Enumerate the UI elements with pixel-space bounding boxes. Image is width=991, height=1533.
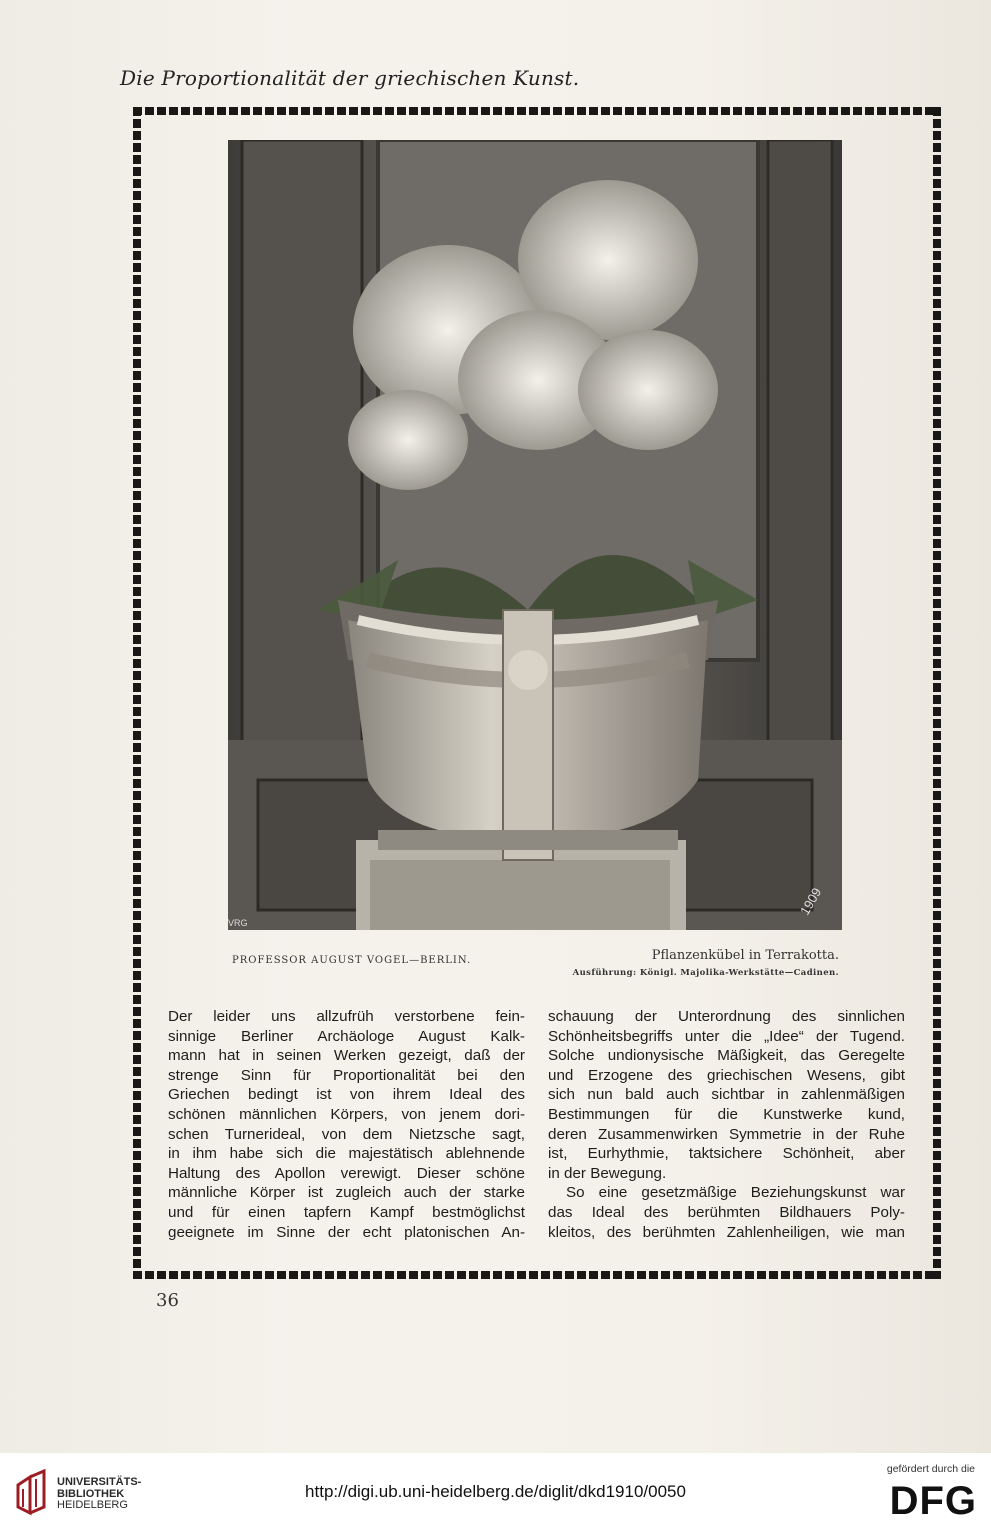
permalink-url[interactable]: http://digi.ub.uni-heidelberg.de/diglit/dkd1910/0050	[305, 1482, 686, 1501]
text-line: schönen männlichen Körpers, von jenem dori-	[168, 1105, 525, 1123]
text-line: schen Turnerideal, von dem Nietzsche sagt,	[168, 1125, 525, 1143]
text-line: sich nun bald auch sichtbar in zahlenmäßigen	[548, 1086, 905, 1104]
caption-artist: PROFESSOR AUGUST VOGEL—BERLIN.	[232, 955, 472, 966]
text-line: Griechen bedingt ist von ihrem Ideal des	[168, 1086, 525, 1104]
text-column-right	[548, 1007, 905, 1242]
text-line: Der leider uns allzufrüh verstorbene fein-	[168, 1008, 525, 1025]
border-bottom	[133, 1271, 941, 1279]
border-left	[133, 107, 141, 1279]
running-head: Die Proportionalität der griechischen Kunst.	[120, 66, 580, 90]
planter-photograph	[228, 140, 842, 930]
text-line: männliche Körper ist zugleich auch der starke	[168, 1184, 525, 1202]
text-line: Haltung des Apollon verewigt. Dieser schöne	[168, 1164, 525, 1182]
text-line: strenge Sinn für Proportionalität bei den	[168, 1066, 525, 1084]
text-line: und für einen tapfern Kampf bestmöglichst	[168, 1203, 525, 1221]
text-line: So eine gesetzmäßige Beziehungskunst war	[566, 1184, 905, 1202]
monogram: VRG	[228, 918, 248, 928]
text-line: kleitos, des berühmten Zahlenheiligen, wie man	[548, 1223, 905, 1241]
border-top	[133, 107, 941, 115]
text-line: und Erzogene des griechischen Wesens, gibt	[548, 1066, 905, 1084]
text-line: Solche undionysische Mäßigkeit, das Geregelte	[548, 1047, 905, 1065]
funded-by-text: gefördert durch die	[886, 1463, 975, 1475]
text-line: schauung der Unterordnung des sinnlichen	[548, 1008, 905, 1025]
text-line: in der Bewegung.	[548, 1164, 667, 1182]
dfg-logo: DFG	[889, 1479, 977, 1523]
text-line: deren Zusammenwirken Symmetrie in der Ruhe	[548, 1125, 905, 1143]
text-line: mann hat in seinen Werken gezeigt, daß der	[168, 1047, 525, 1065]
page-number: 36	[156, 1290, 179, 1311]
library-line-2: BIBLIOTHEK	[57, 1487, 125, 1500]
text-line: in ihm habe sich die majestätisch ablehnende	[168, 1145, 525, 1163]
caption-execution: Ausführung: Königl. Majolika-Werkstätte—Cadinen.	[572, 968, 839, 978]
caption-title: Pflanzenkübel in Terrakotta.	[651, 948, 839, 963]
library-line-3: HEIDELBERG	[57, 1499, 128, 1511]
library-line-1: UNIVERSITÄTS-	[57, 1476, 142, 1488]
text-line: sinnige Berliner Archäologe August Kalk-	[168, 1027, 525, 1045]
text-column-left	[168, 1007, 525, 1242]
text-line: das Ideal des berühmten Bildhauers Poly-	[548, 1203, 905, 1221]
text-line: geeignete im Sinne der echt platonischen An-	[168, 1223, 525, 1241]
planter-photo-illustration	[228, 140, 842, 930]
text-line: Schönheitsbegriffs unter die „Idee“ der Tugend.	[548, 1027, 905, 1045]
text-line: Bestimmungen für die Kunstwerke kund,	[548, 1105, 905, 1123]
border-right	[933, 107, 941, 1279]
year-stamp: 1909	[796, 885, 825, 918]
text-line: ist, Eurhythmie, taktsichere Schönheit, aber	[548, 1145, 905, 1163]
digitization-footer	[0, 1453, 991, 1533]
